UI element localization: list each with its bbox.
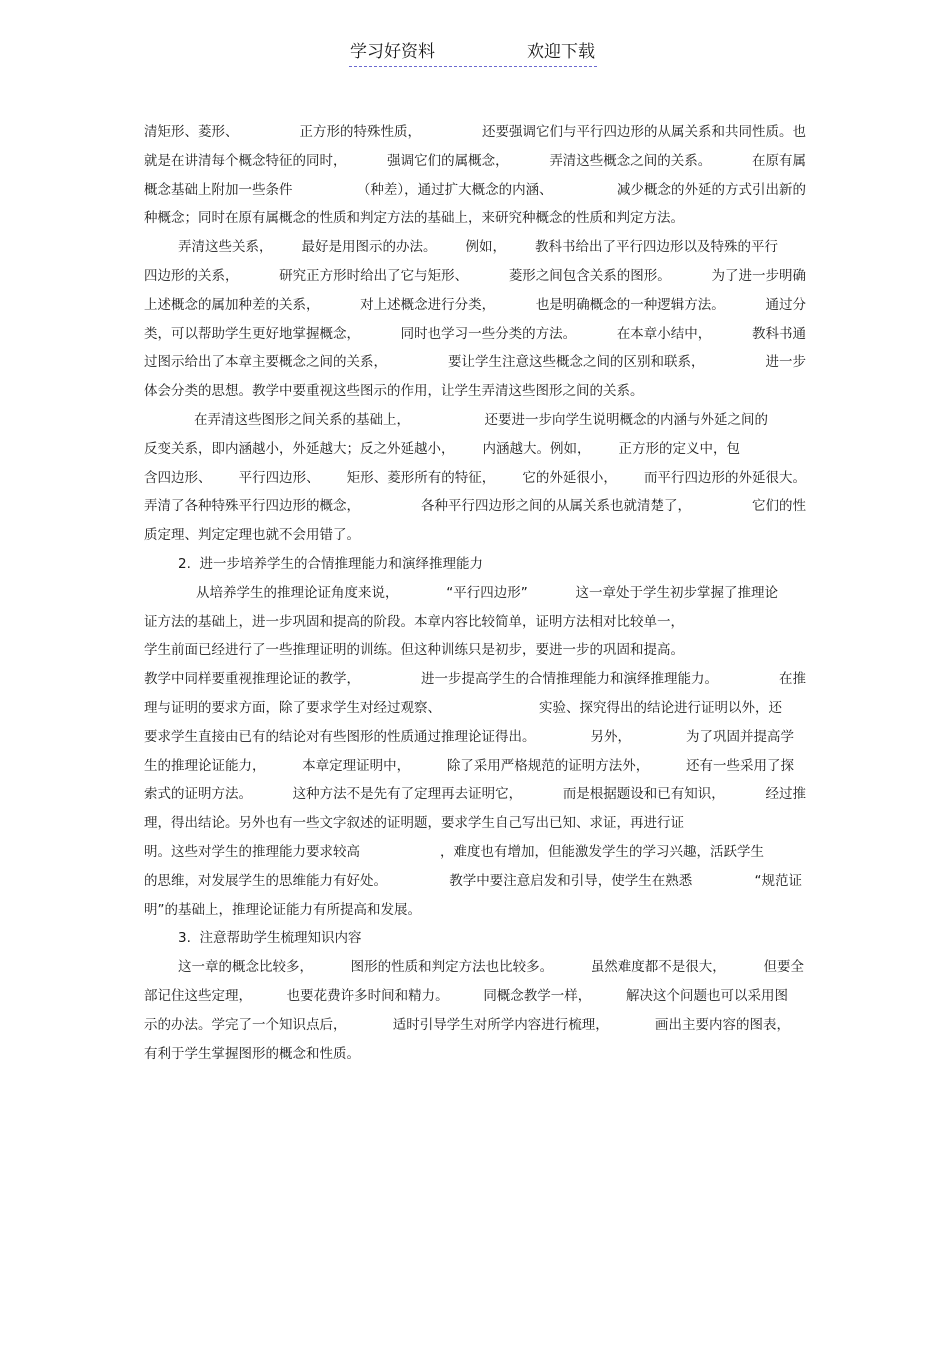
text-line bbox=[144, 608, 806, 637]
text-segment: 它们的性 bbox=[752, 498, 806, 515]
text-segment: 画出主要内容的图表， bbox=[655, 1016, 790, 1033]
document-body bbox=[144, 118, 806, 1068]
text-segment: 同概念教学一样， bbox=[483, 987, 592, 1004]
text-segment: 概念基础上附加一些条件 bbox=[144, 181, 293, 198]
text-segment: 而是根据题设和已有知识， bbox=[562, 786, 725, 803]
text-segment: 进一步提高学生的合情推理能力和演绎推理能力。 bbox=[421, 671, 718, 688]
text-segment: 示的办法。学完了一个知识点后， bbox=[144, 1016, 347, 1033]
text-segment: 要让学生注意这些概念之间的区别和联系， bbox=[448, 354, 705, 371]
text-line bbox=[144, 1011, 790, 1040]
text-segment: 在推 bbox=[779, 671, 806, 688]
text-segment: 本章定理证明中， bbox=[302, 757, 411, 774]
text-line bbox=[144, 579, 778, 608]
text-segment: 解决这个问题也可以采用图 bbox=[625, 987, 788, 1004]
text-line bbox=[144, 953, 804, 982]
text-line bbox=[144, 118, 806, 147]
text-segment: 内涵越大。例如， bbox=[482, 440, 591, 457]
text-segment: 弄清这些关系， bbox=[178, 239, 273, 256]
text-segment: 例如， bbox=[465, 239, 506, 256]
text-line bbox=[144, 809, 806, 838]
text-line bbox=[144, 752, 794, 781]
text-segment: 还要进一步向学生说明概念的内涵与外延之间的 bbox=[484, 411, 768, 428]
text-line bbox=[144, 233, 778, 262]
text-segment: 还要强调它们与平行四边形的从属关系和共同性质。也 bbox=[482, 124, 806, 140]
text-segment: 它的外延很小， bbox=[522, 469, 617, 486]
text-line bbox=[144, 1040, 806, 1069]
text-segment: 强调它们的属概念， bbox=[387, 152, 509, 169]
text-segment: 体会分类的思想。教学中要重视这些图示的作用，让学生弄清这些图形之间的关系。 bbox=[144, 383, 644, 400]
text-segment: “规范证 bbox=[754, 872, 802, 889]
text-line bbox=[144, 550, 806, 579]
text-line bbox=[144, 780, 806, 809]
text-segment: 部记住这些定理， bbox=[144, 987, 252, 1004]
text-segment: “平行四边形” bbox=[446, 584, 528, 601]
text-line bbox=[144, 406, 768, 435]
text-segment: 上述概念的属加种差的关系， bbox=[144, 296, 320, 313]
text-line bbox=[144, 492, 806, 521]
text-segment: 除了采用严格规范的证明方法外， bbox=[446, 757, 650, 774]
text-segment: 教科书通 bbox=[751, 325, 806, 342]
text-segment: 这种方法不是先有了定理再去证明它， bbox=[292, 786, 523, 803]
text-line bbox=[144, 435, 740, 464]
page-header bbox=[349, 40, 597, 67]
text-segment: 质定理、判定定理也就不会用错了。 bbox=[144, 527, 360, 544]
header-left-text: 学习好资料 bbox=[350, 42, 435, 62]
text-segment: 为了进一步明确 bbox=[711, 267, 806, 284]
text-segment: 各种平行四边形之间的从属关系也就清楚了， bbox=[421, 498, 691, 515]
text-segment: 种概念；同时在原有属概念的性质和判定方法的基础上，来研究种概念的性质和判定方法。 bbox=[144, 210, 684, 227]
text-segment: 矩形、菱形所有的特征， bbox=[346, 469, 496, 486]
text-segment: 要求学生直接由已有的结论对有些图形的性质通过推理论证得出。 bbox=[144, 728, 536, 745]
text-segment: 但要全 bbox=[763, 959, 804, 976]
text-segment: 经过推 bbox=[765, 786, 806, 803]
text-line bbox=[144, 204, 806, 233]
text-segment: 理，得出结论。另外也有一些文字叙述的证明题，要求学生自己写出已知、求证，再进行证 bbox=[144, 815, 684, 832]
text-segment: 过图示给出了本章主要概念之间的关系， bbox=[144, 354, 387, 371]
text-line bbox=[144, 464, 806, 493]
text-segment: 弄清了各种特殊平行四边形的概念， bbox=[144, 498, 360, 515]
text-line bbox=[144, 694, 782, 723]
text-segment: ，难度也有增加，但能激发学生的学习兴趣，活跃学生 bbox=[440, 843, 764, 860]
text-segment: 也是明确概念的一种逻辑方法。 bbox=[535, 296, 725, 313]
text-segment: 在弄清这些图形之间关系的基础上， bbox=[194, 411, 410, 428]
text-segment: 索式的证明方法。 bbox=[144, 786, 252, 803]
text-segment: 为了巩固并提高学 bbox=[686, 728, 794, 745]
text-segment: （种差），通过扩大概念的内涵、 bbox=[356, 181, 553, 198]
text-line bbox=[144, 377, 806, 406]
text-segment: 在本章小结中， bbox=[616, 325, 712, 342]
text-segment: 这一章处于学生初步掌握了推理论 bbox=[575, 584, 778, 601]
text-segment: 弄清这些概念之间的关系。 bbox=[549, 152, 712, 169]
text-segment: 3. 注意帮助学生梳理知识内容 bbox=[178, 930, 362, 947]
text-segment: 而平行四边形的外延很大。 bbox=[644, 469, 806, 486]
text-segment: 在原有属 bbox=[751, 152, 806, 169]
text-segment: 最好是用图示的办法。 bbox=[301, 239, 437, 256]
text-segment: 理与证明的要求方面，除了要求学生对经过观察、 bbox=[144, 699, 441, 716]
header-right-text: 欢迎下载 bbox=[527, 42, 595, 62]
text-segment: 生的推理论证能力， bbox=[144, 757, 266, 774]
text-segment: 学生前面已经进行了一些推理证明的训练。但这种训练只是初步，要进一步的巩固和提高。 bbox=[144, 642, 684, 659]
text-segment: 证方法的基础上，进一步巩固和提高的阶段。本章内容比较简单，证明方法相对比较单一， bbox=[144, 613, 684, 630]
text-segment: 平行四边形、 bbox=[238, 469, 320, 486]
text-line bbox=[144, 838, 764, 867]
text-segment: 还有一些采用了探 bbox=[685, 757, 794, 774]
text-line bbox=[144, 636, 806, 665]
text-line bbox=[144, 665, 806, 694]
text-segment: 反变关系，即内涵越小，外延越大；反之外延越小， bbox=[144, 440, 455, 457]
text-segment: 另外， bbox=[590, 728, 631, 745]
text-line bbox=[144, 176, 806, 205]
text-segment: 明。这些对学生的推理能力要求较高 bbox=[144, 843, 360, 860]
text-segment: 四边形的关系， bbox=[144, 267, 239, 284]
text-line bbox=[144, 867, 802, 896]
text-segment: 明”的基础上，推理论证能力有所提高和发展。 bbox=[144, 901, 421, 918]
text-segment: 教学中同样要重视推理论证的教学， bbox=[144, 671, 360, 688]
text-line bbox=[144, 723, 794, 752]
text-segment: 虽然难度都不是很大， bbox=[590, 959, 726, 976]
text-line bbox=[144, 924, 806, 953]
text-line bbox=[144, 291, 806, 320]
text-segment: 图形的性质和判定方法也比较多。 bbox=[350, 959, 554, 976]
text-segment: 有利于学生掌握图形的概念和性质。 bbox=[144, 1045, 360, 1062]
text-segment: 从培养学生的推理论证角度来说， bbox=[196, 584, 399, 601]
text-segment: 正方形的定义中，包 bbox=[618, 440, 740, 457]
text-segment: 实验、探究得出的结论进行证明以外，还 bbox=[539, 699, 782, 716]
text-line bbox=[144, 147, 806, 176]
text-segment: 通过分 bbox=[765, 296, 806, 313]
text-line bbox=[144, 982, 788, 1011]
text-segment: 类，可以帮助学生更好地掌握概念， bbox=[144, 325, 360, 342]
text-segment: 进一步 bbox=[765, 354, 806, 371]
text-segment: 菱形之间包含关系的图形。 bbox=[508, 267, 671, 284]
text-segment: 也要花费许多时间和精力。 bbox=[286, 987, 449, 1004]
text-segment: 教学中要注意启发和引导，使学生在熟悉 bbox=[449, 872, 693, 889]
text-segment: 清矩形、菱形、 bbox=[144, 124, 239, 140]
text-segment: 教科书给出了平行四边形以及特殊的平行 bbox=[535, 239, 778, 256]
text-segment: 对上述概念进行分类， bbox=[360, 296, 496, 313]
text-segment: 适时引导学生对所学内容进行梳理， bbox=[392, 1016, 609, 1033]
text-segment: 含四边形、 bbox=[144, 469, 212, 486]
text-segment: 同时也学习一些分类的方法。 bbox=[400, 325, 577, 342]
text-line bbox=[144, 262, 806, 291]
text-segment: 这一章的概念比较多， bbox=[178, 959, 313, 976]
text-segment: 2. 进一步培养学生的合情推理能力和演绎推理能力 bbox=[178, 555, 483, 572]
text-segment: 的思维，对发展学生的思维能力有好处。 bbox=[144, 872, 387, 889]
text-line bbox=[144, 521, 806, 550]
text-line bbox=[144, 896, 806, 925]
text-segment: 减少概念的外延的方式引出新的 bbox=[617, 181, 806, 198]
text-line bbox=[144, 348, 806, 377]
text-line bbox=[144, 320, 806, 349]
text-segment: 就是在讲清每个概念特征的同时， bbox=[144, 152, 347, 169]
text-segment: 研究正方形时给出了它与矩形、 bbox=[279, 267, 469, 284]
text-segment: 正方形的特殊性质， bbox=[299, 124, 421, 140]
